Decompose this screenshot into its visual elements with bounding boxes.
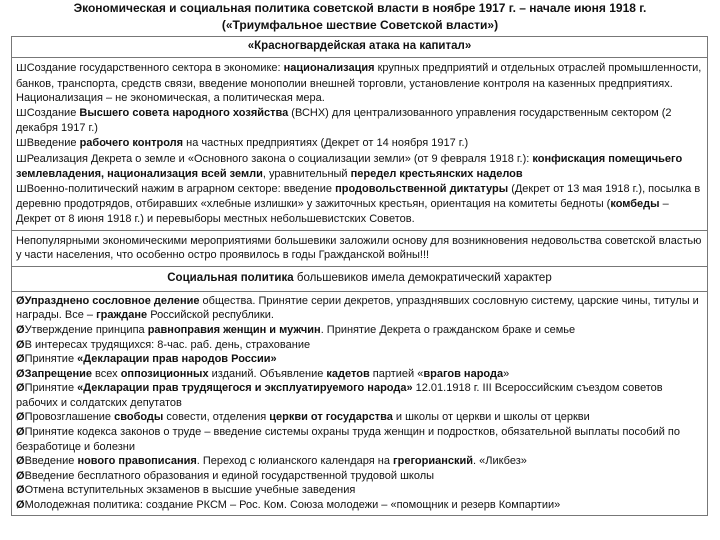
arrow-bullet-icon: Ø — [16, 353, 25, 366]
item-text: на частных предприятиях (Декрет от 14 ноября 1917 г.) — [183, 136, 469, 149]
item-text: совести, отделения — [163, 411, 270, 424]
item-text: Введение — [24, 455, 78, 468]
caption-emphasis: Социальная политика — [167, 271, 294, 284]
item-emphasis: церкви от государства — [269, 411, 393, 424]
item-text: Утверждение принципа — [24, 323, 148, 336]
item-emphasis: Запрещение — [24, 367, 92, 380]
bullet-marker: Ш — [16, 183, 27, 195]
caption-text: большевиков имела демократический характер — [293, 271, 552, 284]
item-emphasis: «Декларации прав трудящегося и эксплуатируемого народа» — [77, 382, 413, 395]
section2-items — [12, 291, 707, 515]
bullet-marker: Ш — [16, 137, 27, 149]
document-header — [0, 0, 720, 34]
item-text: Провозглашение — [24, 411, 115, 424]
item-text: Отмена вступительных экзаменов в высшие учебные заведения — [24, 484, 356, 497]
item-text: Российской республики. — [147, 309, 274, 322]
conclusion-note: Непопулярными экономическими мероприятиями большевики заложили основу для возникновения недовольства советской властью у части населения, что особенно остро проявилось в годы Гражданской войны!!! — [12, 230, 707, 266]
arrow-bullet-icon: Ø — [16, 382, 25, 395]
list-item — [16, 338, 703, 353]
item-text: . Переход с юлианского календаря на — [196, 455, 394, 468]
item-text: всех — [91, 367, 121, 380]
header-title-line2: («Триумфальное шествие Советской власти») — [221, 18, 499, 32]
item-text: Принятие — [24, 382, 78, 395]
list-item — [16, 182, 703, 227]
item-text: 12.01.1918 г. III Всероссийским съездом советов рабочих и солдатских депутатов — [16, 382, 663, 409]
arrow-bullet-icon: Ø — [16, 411, 25, 424]
list-item — [16, 425, 703, 454]
item-text: Военно-политический нажим в аграрном секторе: введение — [26, 182, 336, 195]
arrow-bullet-icon: Ø — [16, 294, 25, 307]
arrow-bullet-icon: Ø — [16, 499, 25, 512]
list-item — [16, 454, 703, 469]
item-text: Принятие — [24, 353, 78, 366]
item-emphasis: Упразднено сословное деление — [24, 294, 200, 307]
item-text: – Декрет от 8 июня 1918 г.) и перевыборы местных небольшевистских Советов. — [16, 198, 669, 225]
header-title-line1: Экономическая и социальная политика советской власти в ноябре 1917 г. – начале июня 1918 г. — [73, 1, 647, 15]
list-item — [16, 498, 703, 513]
item-emphasis: кадетов — [326, 367, 370, 380]
item-emphasis: рабочего контроля — [79, 136, 184, 149]
item-emphasis: граждане — [96, 309, 148, 322]
arrow-bullet-icon: Ø — [16, 469, 25, 482]
arrow-bullet-icon: Ø — [16, 323, 25, 336]
item-text: Введение — [26, 136, 80, 149]
item-emphasis: свободы — [114, 411, 164, 424]
arrow-bullet-icon: Ø — [16, 367, 25, 380]
item-emphasis: Высшего совета народного хозяйства — [79, 106, 289, 119]
item-text: (Декрет от 13 мая 1918 г.), посылка в деревню продотрядов, отбиравших «хлебные излишки» у зажиточных крестьян, ориентация на комитеты бедноты ( — [16, 182, 701, 211]
item-emphasis: передел крестьянских наделов — [350, 168, 523, 181]
policy-table — [11, 36, 708, 516]
item-emphasis: равноправия женщин и мужчин — [147, 323, 321, 336]
bullet-marker: Ш — [16, 63, 27, 74]
section1-caption: «Красногвардейская атака на капитал» — [247, 40, 472, 52]
item-text: общества. Принятие серии декретов, упразднявших сословную систему, царские чины, титулы и награды. Все – — [16, 294, 699, 322]
item-emphasis: оппозиционных — [120, 367, 209, 380]
item-emphasis: врагов народа — [423, 367, 504, 380]
list-item — [16, 381, 703, 410]
item-text: и школы от церкви и школы от церкви — [392, 411, 590, 424]
item-text: Введение бесплатного образования и единой государственной трудовой школы — [24, 469, 435, 482]
item-text: В интересах трудящихся: 8-час. раб. день, страхование — [24, 338, 311, 351]
item-emphasis: национализация — [283, 62, 375, 74]
section2-caption — [12, 266, 707, 291]
item-text: . «Ликбез» — [473, 455, 527, 468]
list-item — [16, 469, 703, 484]
arrow-bullet-icon: Ø — [16, 426, 25, 439]
item-text: партией « — [369, 367, 424, 380]
item-emphasis: комбеды — [610, 198, 660, 211]
arrow-bullet-icon: Ø — [16, 338, 25, 351]
item-text: Реализация Декрета о земле и «Основного закона о социализации земли» (от 9 февраля 1918 г.): — [26, 152, 533, 165]
item-emphasis: «Декларации прав народов России» — [77, 353, 277, 366]
list-item — [16, 323, 703, 338]
item-text: изданий. Объявление — [208, 367, 327, 380]
list-item — [16, 152, 703, 182]
list-item — [16, 352, 703, 367]
section1-items — [12, 57, 707, 230]
item-text: (ВСНХ) для централизованного управления государственным сектором (2 декабря 1917 г.) — [16, 106, 672, 135]
list-item — [16, 483, 703, 498]
item-text: крупных предприятий и отдельных отраслей промышленности, банков, транспорта, средств связи, введение монополии внешней торговли, установление контроля на казенных предприятиях. Национализация – не экономическая, а политическая мера. — [16, 62, 702, 105]
item-text: Принятие кодекса законов о труде – введение системы охраны труда женщин и подростков, обязательной выплаты пособий по безработице и болезни — [16, 426, 680, 453]
arrow-bullet-icon: Ø — [16, 484, 25, 497]
list-item — [16, 61, 703, 106]
item-text: . Принятие Декрета о гражданском браке и семье — [320, 323, 576, 336]
item-text: Создание — [26, 106, 80, 119]
list-item — [16, 294, 703, 323]
list-item — [16, 136, 703, 152]
list-item — [16, 106, 703, 136]
item-emphasis: грегорианский — [393, 455, 473, 468]
item-emphasis: конфискация помещичьего землевладения, национализация всей земли — [16, 152, 683, 181]
arrow-bullet-icon: Ø — [16, 455, 25, 468]
item-text: Молодежная политика: создание РКСМ – Рос. Ком. Союза молодежи – «помощник и резерв Компартии» — [24, 499, 561, 512]
item-text: , уравнительный — [262, 168, 351, 181]
list-item — [16, 410, 703, 425]
bullet-marker: Ш — [16, 107, 27, 119]
item-emphasis: продовольственной диктатуры — [335, 182, 509, 195]
list-item — [16, 367, 703, 382]
item-text: » — [503, 367, 510, 380]
item-text: Создание государственного сектора в экономике: — [26, 62, 284, 74]
bullet-marker: Ш — [16, 153, 27, 165]
item-emphasis: нового правописания — [77, 455, 197, 468]
